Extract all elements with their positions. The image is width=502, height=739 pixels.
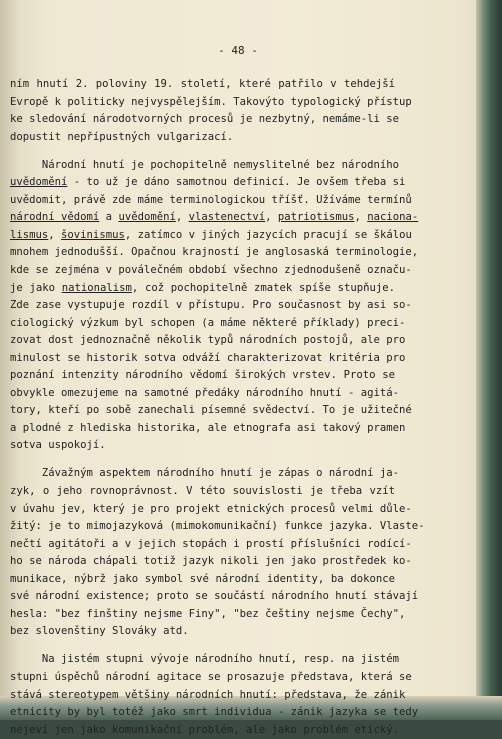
text-line: je jako nationalism, což pochopitelně zmatek spíše stupňuje. xyxy=(10,281,395,294)
text-line: munikace, nýbrž jako symbol své národní identity, ba dokonce xyxy=(10,572,395,585)
text-line: uvědomění - to už je dáno samotnou definicí. Je ovšem třeba si xyxy=(10,176,406,189)
text-line: v úvahu jev, který je pro projekt etnických procesů velmi důle- xyxy=(10,502,412,515)
paragraph-gap xyxy=(10,455,395,466)
text-line: Zde zase vystupuje rozdíl v přístupu. Pro současnost by asi so- xyxy=(10,299,412,312)
text-line: své národní existence; proto se součástí národního hnutí stávají xyxy=(10,590,419,603)
text-line: ciologický výzkum byl schopen (a máme některé příklady) preci- xyxy=(10,316,406,329)
text-line: žitý: je to mimojazyková (mimokomunikační) funkce jazyka. Vlaste- xyxy=(10,520,425,533)
text-line: sotva uspokojí. xyxy=(10,439,106,452)
text-line: etnicity by byl totéž jako smrt individua - zánik jazyka se tedy xyxy=(10,706,419,719)
text-line: mnohem jednodušší. Opačnou krajností je anglosaská terminologie, xyxy=(10,246,419,259)
text-line: dopustit nepřípustných vulgarizací. xyxy=(10,130,234,143)
text-line: zovat dost jednoznačně několik typů národních postojů, ale pro xyxy=(10,334,406,347)
text-line: bez slovenštiny Slováky atd. xyxy=(10,625,189,638)
text-line: kde se zejména v poválečném období všechno zjednodušeně označu- xyxy=(10,263,412,276)
underlined-term: vlastenectví xyxy=(188,211,266,224)
text-line: ním hnutí 2. poloviny 19. století, které patřilo v tehdejší xyxy=(10,78,395,90)
text-line: tory, kteří po sobě zanechali písemné svědectví. To je užitečné xyxy=(10,404,412,417)
underlined-term: nationalism xyxy=(61,281,132,294)
paragraph xyxy=(10,651,419,739)
book-binding-edge xyxy=(476,0,502,720)
text-line: hesla: "bez finštiny nejsme Finy", "bez češtiny nejsme Čechy", xyxy=(10,607,406,620)
text-line: stupni úspěchů národní agitace se prosazuje představa, která se xyxy=(10,671,412,683)
text-line: lismus, šovinismus, zatímco v jiných jazycích pracují se škálou xyxy=(10,228,412,241)
text-line: Evropě k politicky nejvyspělejším. Takovýto typologický přístup xyxy=(10,95,412,108)
paragraph xyxy=(10,157,419,455)
underlined-term: šovinismus xyxy=(61,228,125,241)
underlined-term: národní vědomí xyxy=(10,211,100,224)
text-line: ho se národa chápali totiž jazyk nikoli jen jako prostředek ko- xyxy=(10,555,412,568)
text-line: uvědomit, právě zde máme terminologickou tříšť. Užíváme termínů xyxy=(10,193,412,206)
text-line: minulost se historik sotva odváží charakterizovat kritéria pro xyxy=(10,351,406,364)
underlined-term: uvědomění xyxy=(118,211,176,224)
underlined-term: naciona- xyxy=(367,211,419,224)
text-line: nejeví jen jako komunikační problém, ale jako problém etický. xyxy=(10,723,400,736)
paragraph xyxy=(10,76,412,146)
paragraph xyxy=(10,465,425,640)
text-line: ke sledování národotvorných procesů je nezbytný, nemáme-li se xyxy=(10,113,400,126)
paragraph-gap xyxy=(10,146,395,157)
underlined-term: lismus xyxy=(10,228,49,241)
text-line: stává stereotypem většiny národních hnutí: představa, že zánik xyxy=(10,688,406,701)
text-line: obvykle omezujeme na samotné předáky národního hnutí - agitá- xyxy=(10,386,400,399)
page-number: - 48 - xyxy=(218,44,258,57)
text-line: poznání intenzity národního vědomí širokých vrstev. Proto se xyxy=(10,369,395,382)
paragraph-gap xyxy=(10,641,395,652)
underlined-term: patriotismus xyxy=(277,211,355,224)
text-line: nečtí agitátoři a v jejich stopách i prostí příslušníci rodící- xyxy=(10,537,412,550)
text-line: národní vědomí a uvědomění, vlastenectví, patriotismus, naciona- xyxy=(10,211,419,224)
text-line: Na jistém stupni vývoje národního hnutí, resp. na jistém xyxy=(10,653,400,666)
underlined-term: uvědomění xyxy=(10,176,68,189)
text-line: Závažným aspektem národního hnutí je zápas o národní ja- xyxy=(10,467,400,480)
text-line: Národní hnutí je pochopitelně nemyslitelné bez národního xyxy=(10,158,400,171)
body-text xyxy=(10,76,425,739)
text-line: a plodné z hlediska historika, ale etnografa asi takový pramen xyxy=(10,421,406,434)
text-line: zyk, o jeho rovnoprávnost. V této souvislosti je třeba vzít xyxy=(10,485,395,498)
